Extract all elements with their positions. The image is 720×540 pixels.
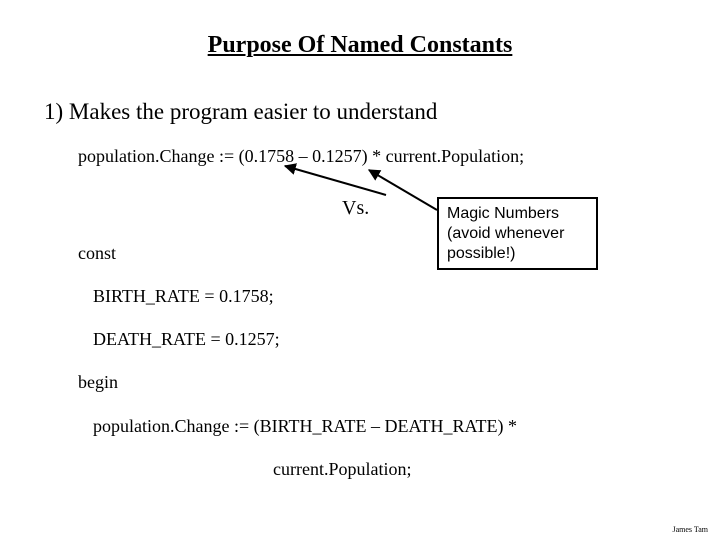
callout-line-3: possible!): [447, 245, 516, 262]
footer-author: James Tam: [672, 525, 708, 534]
const-keyword: const: [78, 243, 116, 263]
callout-line-2: (avoid whenever: [447, 225, 565, 242]
begin-keyword: begin: [78, 372, 118, 392]
versus-label: Vs.: [342, 197, 370, 219]
code-line-named-b: current.Population;: [273, 459, 412, 479]
birth-rate-declaration: BIRTH_RATE = 0.1758;: [93, 286, 274, 306]
arrow-to-second-number: [369, 170, 437, 210]
slide-title: Purpose Of Named Constants: [207, 32, 513, 58]
code-line-magic: population.Change := (0.1758 – 0.1257) * current.Population;: [78, 146, 525, 166]
magic-numbers-callout: [437, 197, 598, 270]
callout-line-1: Magic Numbers: [447, 205, 560, 222]
death-rate-declaration: DEATH_RATE = 0.1257;: [93, 329, 280, 349]
code-line-named-a: population.Change := (BIRTH_RATE – DEATH_RATE) *: [93, 416, 518, 436]
point-text: 1) Makes the program easier to understand: [44, 99, 438, 124]
